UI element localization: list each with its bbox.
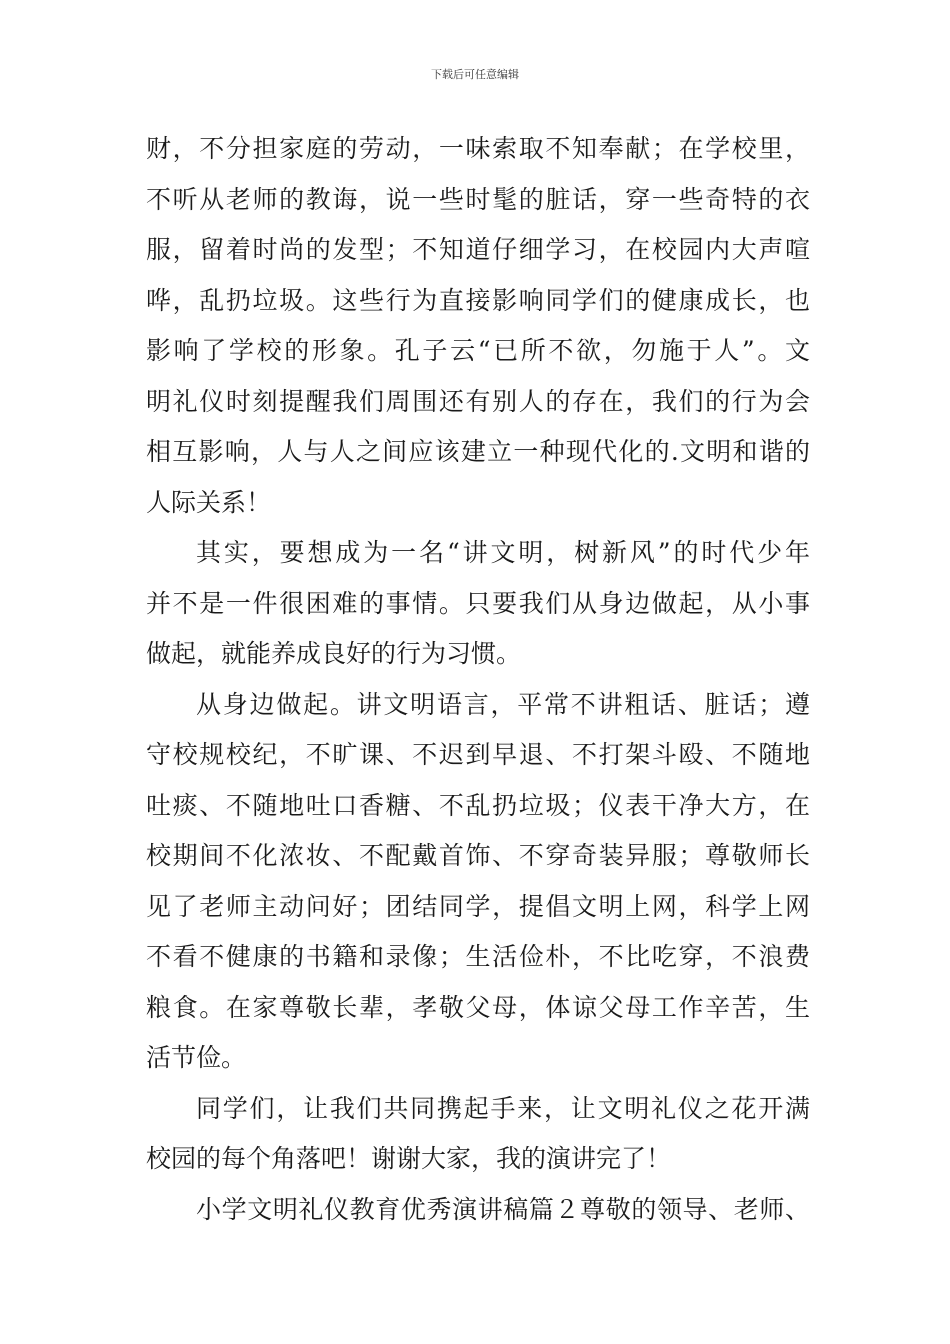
text-line: 做起，就能养成良好的行为习惯。 [146,639,522,668]
text-line: 见了老师主动问好；团结同学，提倡文明上网，科学上网 [146,891,810,921]
text-line: 校期间不化浓妆、不配戴首饰、不穿奇装异服；尊敬师长 [146,841,810,870]
text-line: 服，留着时尚的发型；不知道仔细学习，在校园内大声喧 [146,235,810,264]
body-text [146,124,810,1235]
text-line: 明礼仪时刻提醒我们周围还有别人的存在，我们的行为会 [146,386,810,416]
text-line: 小学文明礼仪教育优秀演讲稿篇２尊敬的领导、老师、 [196,1194,810,1224]
text-line: 哗，乱扔垃圾。这些行为直接影响同学们的健康成长，也 [146,285,810,315]
text-line: 人际关系！ [146,487,272,517]
text-line: 守校规校纪，不旷课、不迟到早退、不打架斗殴、不随地 [146,740,810,769]
text-line: 不看不健康的书籍和录像；生活俭朴，不比吃穿，不浪费 [146,942,810,971]
text-line: 吐痰、不随地吐口香糖、不乱扔垃圾；仪表干净大方，在 [146,790,810,820]
page-header: 下载后可任意编辑 [431,68,519,81]
text-line: 并不是一件很困难的事情。只要我们从身边做起，从小事 [146,588,810,618]
text-line: 不听从老师的教诲，说一些时髦的脏话，穿一些奇特的衣 [146,184,810,214]
text-line: 校园的每个角落吧！谢谢大家，我的演讲完了！ [146,1144,672,1173]
text-line: 同学们，让我们共同携起手来，让文明礼仪之花开满 [196,1093,810,1123]
text-line: 财，不分担家庭的劳动，一味索取不知奉献；在学校里， [146,134,810,163]
text-line: 其实，要想成为一名“讲文明，树新风”的时代少年 [196,538,810,567]
text-line: 影响了学校的形象。孔子云“已所不欲，勿施于人”。文 [146,336,810,365]
text-line: 从身边做起。讲文明语言，平常不讲粗话、脏话；遵 [196,689,810,719]
text-line: 相互影响，人与人之间应该建立一种现代化的.文明和谐的 [146,437,810,466]
text-line: 粮食。在家尊敬长辈，孝敬父母，体谅父母工作辛苦，生 [146,992,810,1022]
text-line: 活节俭。 [146,1043,247,1072]
